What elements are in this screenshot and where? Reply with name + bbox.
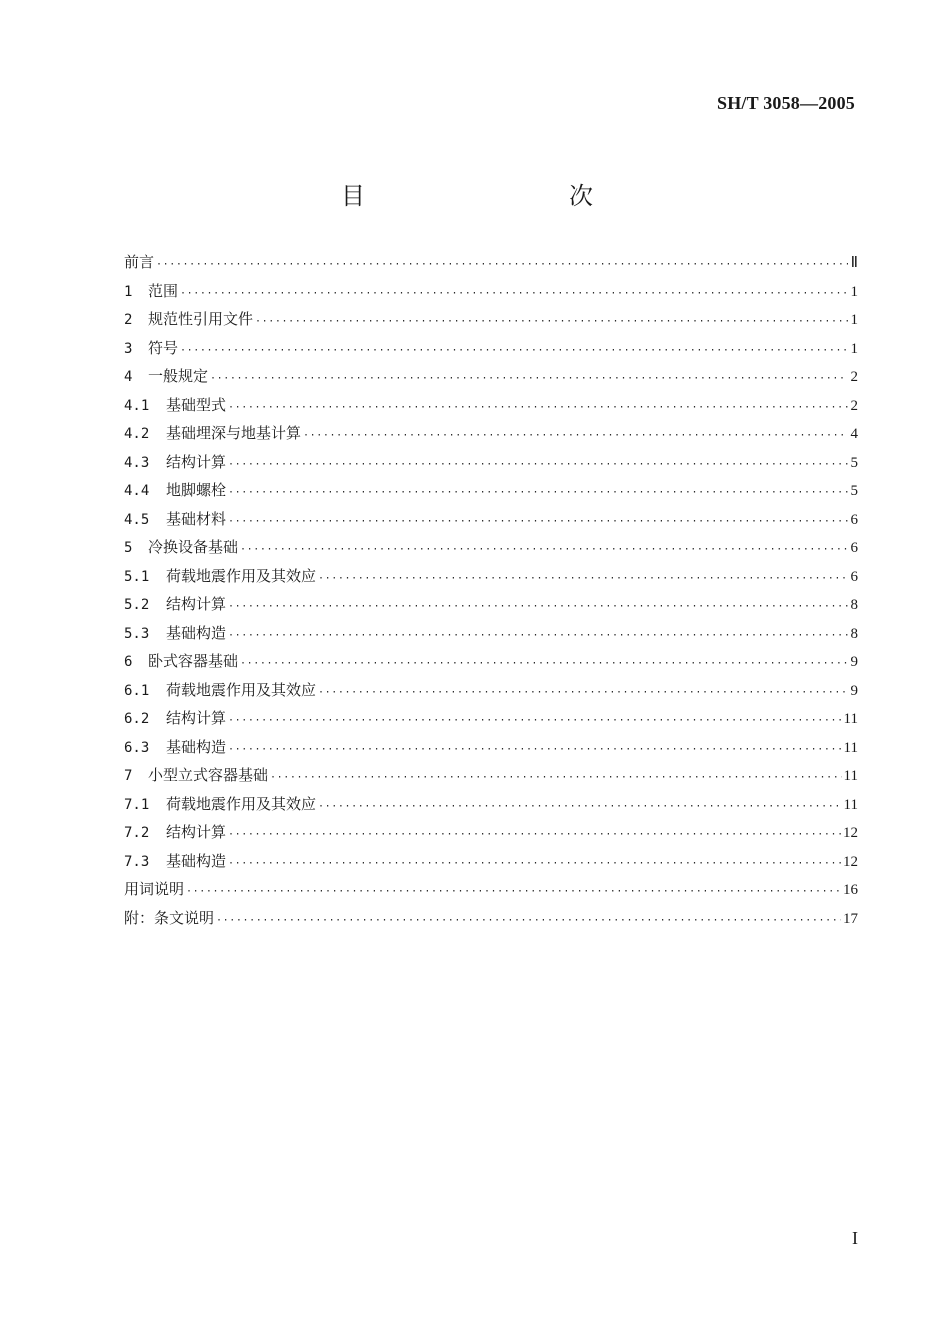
toc-entry-page: 12: [843, 825, 858, 841]
toc-entry-title: 附：条文说明: [124, 908, 215, 927]
toc-entry-title: 基础材料: [166, 509, 227, 528]
toc-entry-title: 结构计算: [166, 823, 227, 841]
toc-leader-dots: [228, 850, 841, 879]
standard-code: SH/T 3058—2005: [717, 93, 855, 113]
toc-entry[interactable]: [124, 562, 858, 591]
toc-entry-page: 1: [850, 283, 858, 300]
toc-leader-dots: [228, 593, 848, 622]
toc-entry-number: 7.2: [124, 825, 150, 841]
toc-entry-title: 符号: [148, 338, 179, 357]
toc-entry-number: 4.2: [124, 426, 150, 442]
toc-entry-number: 5.1: [124, 568, 150, 585]
toc-leader-dots: [228, 394, 848, 423]
toc-leader-dots: [228, 821, 841, 850]
toc-leader-dots: [270, 764, 842, 793]
toc-leader-dots: [228, 707, 842, 736]
toc-entry[interactable]: [124, 334, 858, 363]
toc-leader-dots: [240, 650, 848, 679]
toc-entry[interactable]: [124, 305, 858, 334]
toc-entry-title: 地脚螺栓: [166, 481, 227, 499]
toc-leader-dots: [228, 622, 848, 651]
toc-leader-dots: [156, 251, 848, 280]
toc-entry-title: 前言: [124, 253, 155, 271]
toc-entry-number: 1: [124, 283, 133, 300]
toc-entry-number: 3: [124, 340, 133, 357]
toc-entry-page: 8: [850, 625, 858, 642]
toc-entry-number: 6.1: [124, 682, 150, 699]
toc-entry-page: 16: [843, 882, 858, 898]
toc-entry-number: 6.2: [124, 711, 150, 727]
toc-entry-number: 4: [124, 369, 133, 385]
toc-entry[interactable]: [124, 448, 858, 477]
toc-entry-page: 12: [843, 853, 858, 870]
toc-entry-page: 4: [850, 426, 858, 442]
toc-entry-number: 7.1: [124, 796, 150, 813]
toc-entry-title: 基础构造: [166, 737, 227, 756]
toc-entry-page: 11: [843, 768, 858, 784]
toc-entry-page: 9: [850, 682, 858, 699]
page-number: I: [852, 1228, 858, 1248]
toc-entry-number: 6.3: [124, 739, 150, 756]
toc-entry[interactable]: [124, 904, 858, 933]
toc-entry-title: 荷载地震作用及其效应: [166, 680, 317, 699]
toc-entry-title: 一般规定: [148, 367, 209, 385]
toc-entry-number: 4.5: [124, 511, 150, 528]
toc-entry[interactable]: [124, 818, 858, 847]
toc-entry-title: 基础构造: [166, 623, 227, 642]
toc-leader-dots: [318, 565, 848, 594]
toc-leader-dots: [210, 365, 848, 394]
toc-entry-page: 1: [850, 340, 858, 357]
toc-entry-number: 5: [124, 540, 133, 556]
toc-entry[interactable]: [124, 761, 858, 790]
toc-leader-dots: [216, 907, 841, 936]
toc-entry-number: 4.1: [124, 397, 150, 414]
toc-entry[interactable]: [124, 419, 858, 448]
toc-entry[interactable]: [124, 704, 858, 733]
toc-entry[interactable]: [124, 362, 858, 391]
toc-entry-title: 卧式容器基础: [148, 652, 239, 670]
toc-entry[interactable]: [124, 733, 858, 762]
toc-entry-page: 1: [850, 312, 858, 328]
toc-leader-dots: [180, 280, 848, 309]
table-of-contents: [124, 248, 858, 932]
toc-entry-page: 6: [850, 511, 858, 528]
toc-entry-page: 9: [850, 654, 858, 670]
toc-entry-title: 范围: [148, 281, 179, 300]
toc-entry-title: 用词说明: [124, 880, 185, 898]
toc-entry-title: 基础型式: [166, 395, 227, 414]
toc-entry[interactable]: [124, 847, 858, 876]
toc-entry-number: 4.4: [124, 483, 150, 499]
toc-leader-dots: [228, 451, 848, 480]
toc-entry[interactable]: [124, 676, 858, 705]
page-title: 目 次: [341, 182, 645, 210]
toc-leader-dots: [228, 736, 842, 765]
toc-leader-dots: [303, 422, 848, 451]
toc-entry[interactable]: [124, 476, 858, 505]
toc-entry-title: 结构计算: [166, 709, 227, 727]
toc-entry[interactable]: [124, 277, 858, 306]
toc-leader-dots: [318, 793, 842, 822]
toc-entry-number: 6: [124, 654, 133, 670]
toc-entry-page: 5: [850, 483, 858, 499]
toc-leader-dots: [255, 308, 848, 337]
toc-entry-page: 2: [850, 369, 858, 385]
toc-entry-title: 荷载地震作用及其效应: [166, 794, 317, 813]
toc-entry-number: 7: [124, 768, 133, 784]
toc-leader-dots: [318, 679, 848, 708]
toc-entry-number: 5.2: [124, 597, 150, 613]
toc-entry-number: 5.3: [124, 625, 150, 642]
toc-entry[interactable]: [124, 647, 858, 676]
toc-leader-dots: [228, 479, 848, 508]
toc-entry[interactable]: [124, 619, 858, 648]
toc-entry[interactable]: [124, 533, 858, 562]
toc-leader-dots: [186, 878, 841, 907]
toc-entry-page: 6: [850, 568, 858, 585]
toc-leader-dots: [240, 536, 848, 565]
toc-entry-title: 规范性引用文件: [148, 310, 254, 328]
toc-entry-page: 11: [843, 739, 858, 756]
toc-entry[interactable]: [124, 391, 858, 420]
toc-entry-title: 基础构造: [166, 851, 227, 870]
toc-entry-title: 小型立式容器基础: [148, 766, 269, 784]
toc-entry-title: 基础埋深与地基计算: [166, 424, 302, 442]
toc-entry[interactable]: [124, 505, 858, 534]
toc-entry-title: 荷载地震作用及其效应: [166, 566, 317, 585]
toc-entry-number: 4.3: [124, 454, 150, 471]
toc-entry[interactable]: [124, 790, 858, 819]
toc-entry-page: 17: [843, 910, 858, 927]
toc-entry-title: 结构计算: [166, 595, 227, 613]
toc-leader-dots: [228, 508, 848, 537]
toc-leader-dots: [180, 337, 848, 366]
toc-entry-page: 11: [843, 711, 858, 727]
toc-entry-number: 7.3: [124, 853, 150, 870]
toc-entry-page: 2: [850, 397, 858, 414]
toc-entry[interactable]: [124, 248, 858, 277]
toc-entry[interactable]: [124, 875, 858, 904]
toc-entry-title: 冷换设备基础: [148, 538, 239, 556]
toc-entry-page: Ⅱ: [850, 255, 858, 271]
toc-entry[interactable]: [124, 590, 858, 619]
toc-entry-page: 11: [843, 796, 858, 813]
toc-entry-title: 结构计算: [166, 452, 227, 471]
toc-entry-number: 2: [124, 312, 133, 328]
toc-entry-page: 6: [850, 540, 858, 556]
toc-entry-page: 5: [850, 454, 858, 471]
toc-entry-page: 8: [850, 597, 858, 613]
